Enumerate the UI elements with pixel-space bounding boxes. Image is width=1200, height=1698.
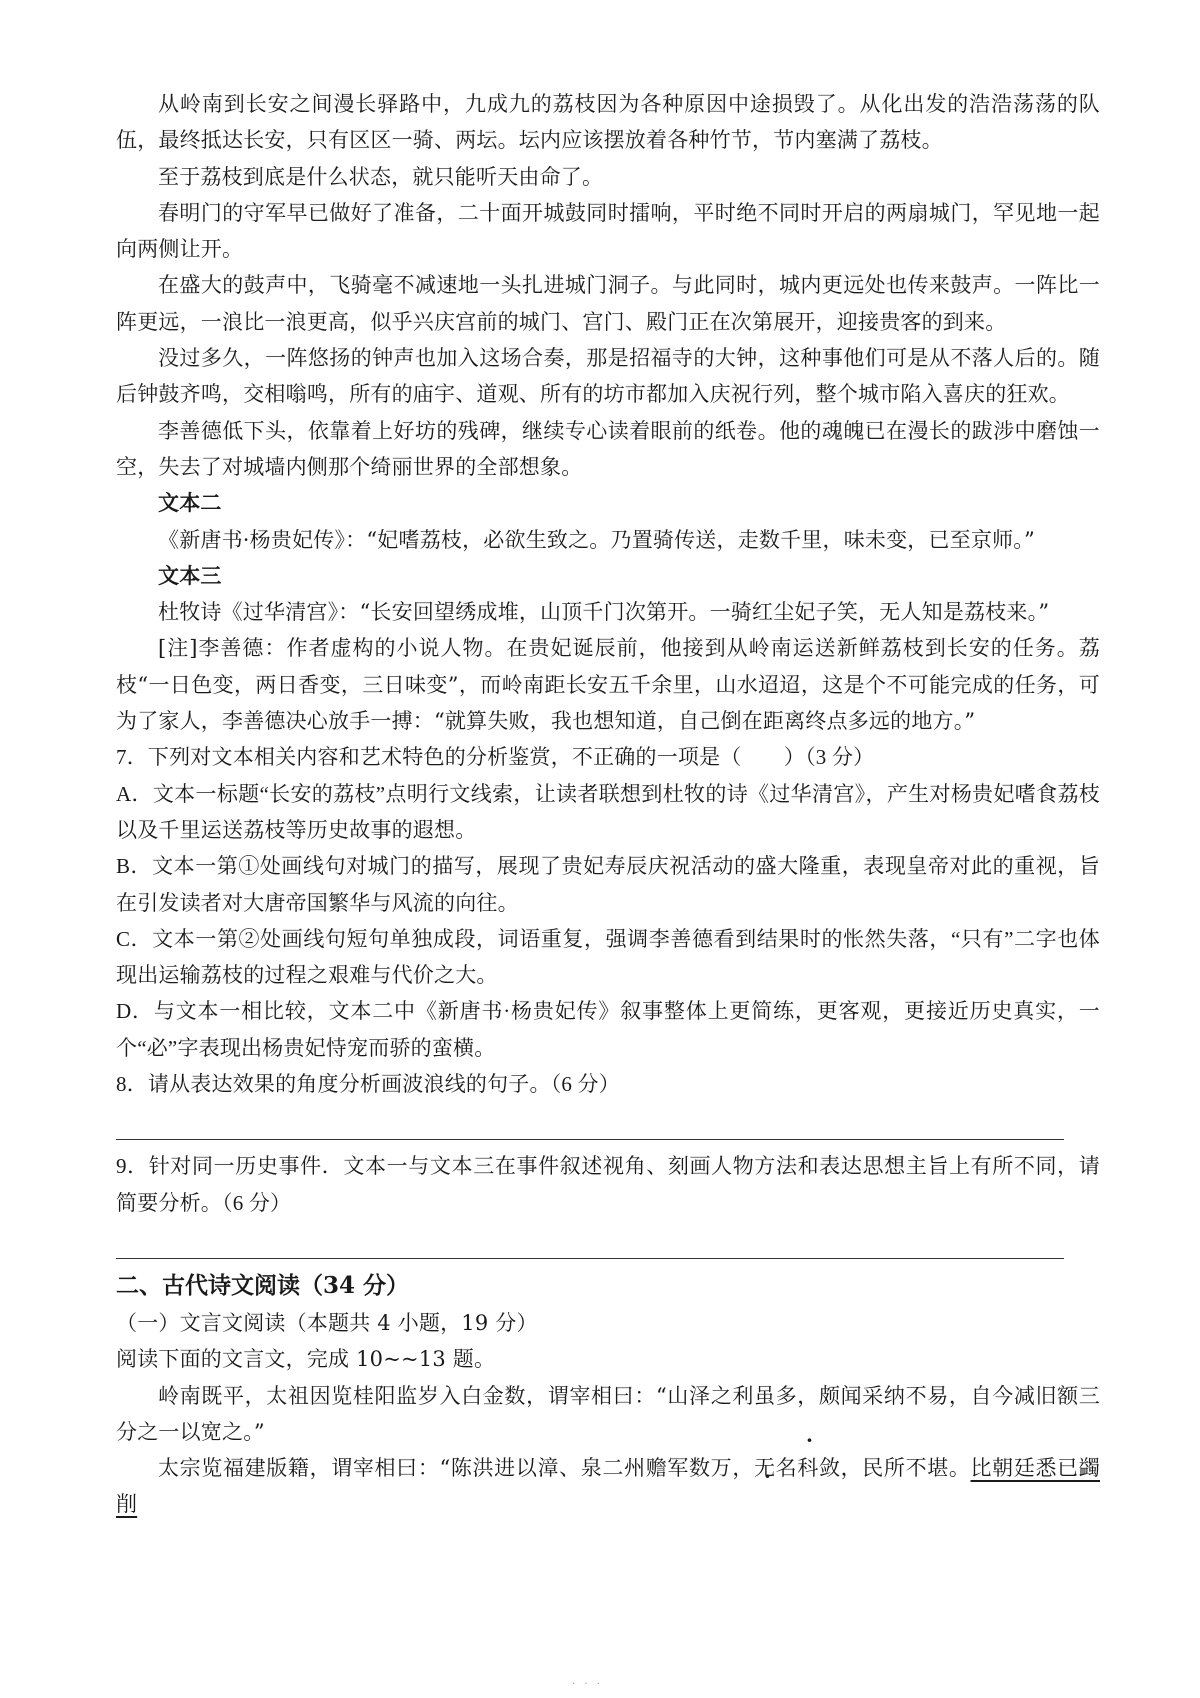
text1-paragraph-2: 至于荔枝到底是什么状态，就只能听天由命了。 <box>158 164 604 189</box>
section-2-subtitle: （一）文言文阅读（本题共 4 小题，19 分） <box>116 1310 538 1335</box>
section-2-title: 二、古代诗文阅读（34 分） <box>116 1271 410 1299</box>
annotation-note: [注]李善德：作者虚构的小说人物。在贵妃诞辰前，他接到从岭南运送新鲜荔枝到长安的任务。荔枝“一日色变，两日香变，三日味变”，而岭南距长安五千余里，山水迢迢，这是个不可能完成的任务，可为了家人，李善德决心放手一搏：“就算失败，我也想知道，自己倒在距离终点多远的地方。” <box>116 636 1100 734</box>
text1-paragraph-1: 从岭南到长安之间漫长驿路中，九成九的荔枝因为各种原因中途损毁了。从化出发的浩浩荡荡的队伍，最终抵达长安，只有区区一骑、两坛。坛内应该摆放着各种竹节，节内塞满了荔枝。 <box>116 92 1100 153</box>
text1-paragraph-4: 在盛大的鼓声中，飞骑毫不减速地一头扎进城门洞子。与此同时，城内更远处也传来鼓声。一阵比一阵更远，一浪比一浪更高，似乎兴庆宫前的城门、宫门、殿门正在次第展开，迎接贵客的到来。 <box>116 273 1100 334</box>
answer-line-9[interactable] <box>116 1221 1064 1259</box>
question-7-option-c: C．文本一第②处画线句短句单独成段，词语重复，强调李善德看到结果时的怅然失落，“只有”二字也体现出运输荔枝的过程之艰难与代价之大。 <box>116 926 1100 988</box>
classical-paragraph-2 <box>116 1450 1100 1523</box>
text3-label: 文本三 <box>158 562 222 588</box>
classical-paragraph-1: 岭南既平，太祖因览桂阳监岁入白金数，谓宰相曰：“山泽之利虽多，颇闻采纳不易，自今减旧额三分之一以宽之。” <box>116 1383 1100 1444</box>
question-7-option-b: B．文本一第①处画线句对城门的描写，展现了贵妃寿辰庆祝活动的盛大隆重，表现皇帝对此的重视，旨在引发读者对大唐帝国繁华与风流的向往。 <box>116 854 1100 915</box>
text2-content: 《新唐书·杨贵妃传》：“妃嗜荔枝，必欲生致之。乃置骑传送，走数千里，味未变，已至京师。” <box>158 527 1035 552</box>
section-2-instruction: 阅读下面的文言文，完成 10~~13 题。 <box>116 1347 496 1372</box>
text2-label: 文本二 <box>158 490 222 516</box>
question-7-option-a: A．文本一标题“长安的荔枝”点明行文线索，让读者联想到杜牧的诗《过华清宫》，产生对杨贵妃嗜食荔枝以及千里运送荔枝等历史故事的遐想。 <box>116 781 1100 842</box>
classical-paragraph-2-part-c: 科敛，民所不堪。 <box>797 1456 971 1481</box>
answer-line-8[interactable] <box>116 1102 1064 1140</box>
text1-paragraph-3: 春明门的守军早已做好了准备，二十面开城鼓同时擂响，平时绝不同时开启的两扇城门，罕见地一起向两侧让开。 <box>116 200 1100 262</box>
emphasis-dotted-word: 无名 · · <box>754 1456 797 1480</box>
underlined-sentence: 比朝廷悉已蠲削 <box>116 1456 1100 1517</box>
text1-paragraph-5: 没过多久，一阵悠扬的钟声也加入这场合奏，那是招福寺的大钟，这种事他们可是从不落人后的。随后钟鼓齐鸣，交相嗡鸣，所有的庙宇、道观、所有的坊市都加入庆祝行列，整个城市陷入喜庆的狂欢。 <box>116 346 1100 407</box>
question-8: 8．请从表达效果的角度分析画波浪线的句子。（6 分） <box>116 1072 620 1097</box>
footer-dots: · · · <box>572 1679 603 1690</box>
document-page <box>116 86 1100 1523</box>
question-7-option-d: D．与文本一相比较，文本二中《新唐书·杨贵妃传》叙事整体上更简练，更客观，更接近历史真实，一个“必”字表现出杨贵妃恃宠而骄的蛮横。 <box>116 999 1100 1060</box>
question-7-stem: 7．下列对文本相关内容和艺术特色的分析鉴赏，不正确的一项是（ ）（3 分） <box>116 745 875 770</box>
text1-paragraph-6: 李善德低下头，依靠着上好坊的残碑，继续专心读着眼前的纸卷。他的魂魄已在漫长的跋涉中磨蚀一空，失去了对城墙内侧那个绮丽世界的全部想象。 <box>116 418 1100 479</box>
text3-content: 杜牧诗《过华清宫》：“长安回望绣成堆，山顶千门次第开。一骑红尘妃子笑，无人知是荔枝来。” <box>158 600 1050 625</box>
classical-paragraph-2-part-a: 太宗览福建版籍，谓宰相曰：“陈洪进以漳、泉二州赡军数万， <box>158 1456 754 1481</box>
question-9: 9．针对同一历史事件．文本一与文本三在事件叙述视角、刻画人物方法和表达思想主旨上有所不同，请简要分析。（6 分） <box>116 1154 1100 1215</box>
